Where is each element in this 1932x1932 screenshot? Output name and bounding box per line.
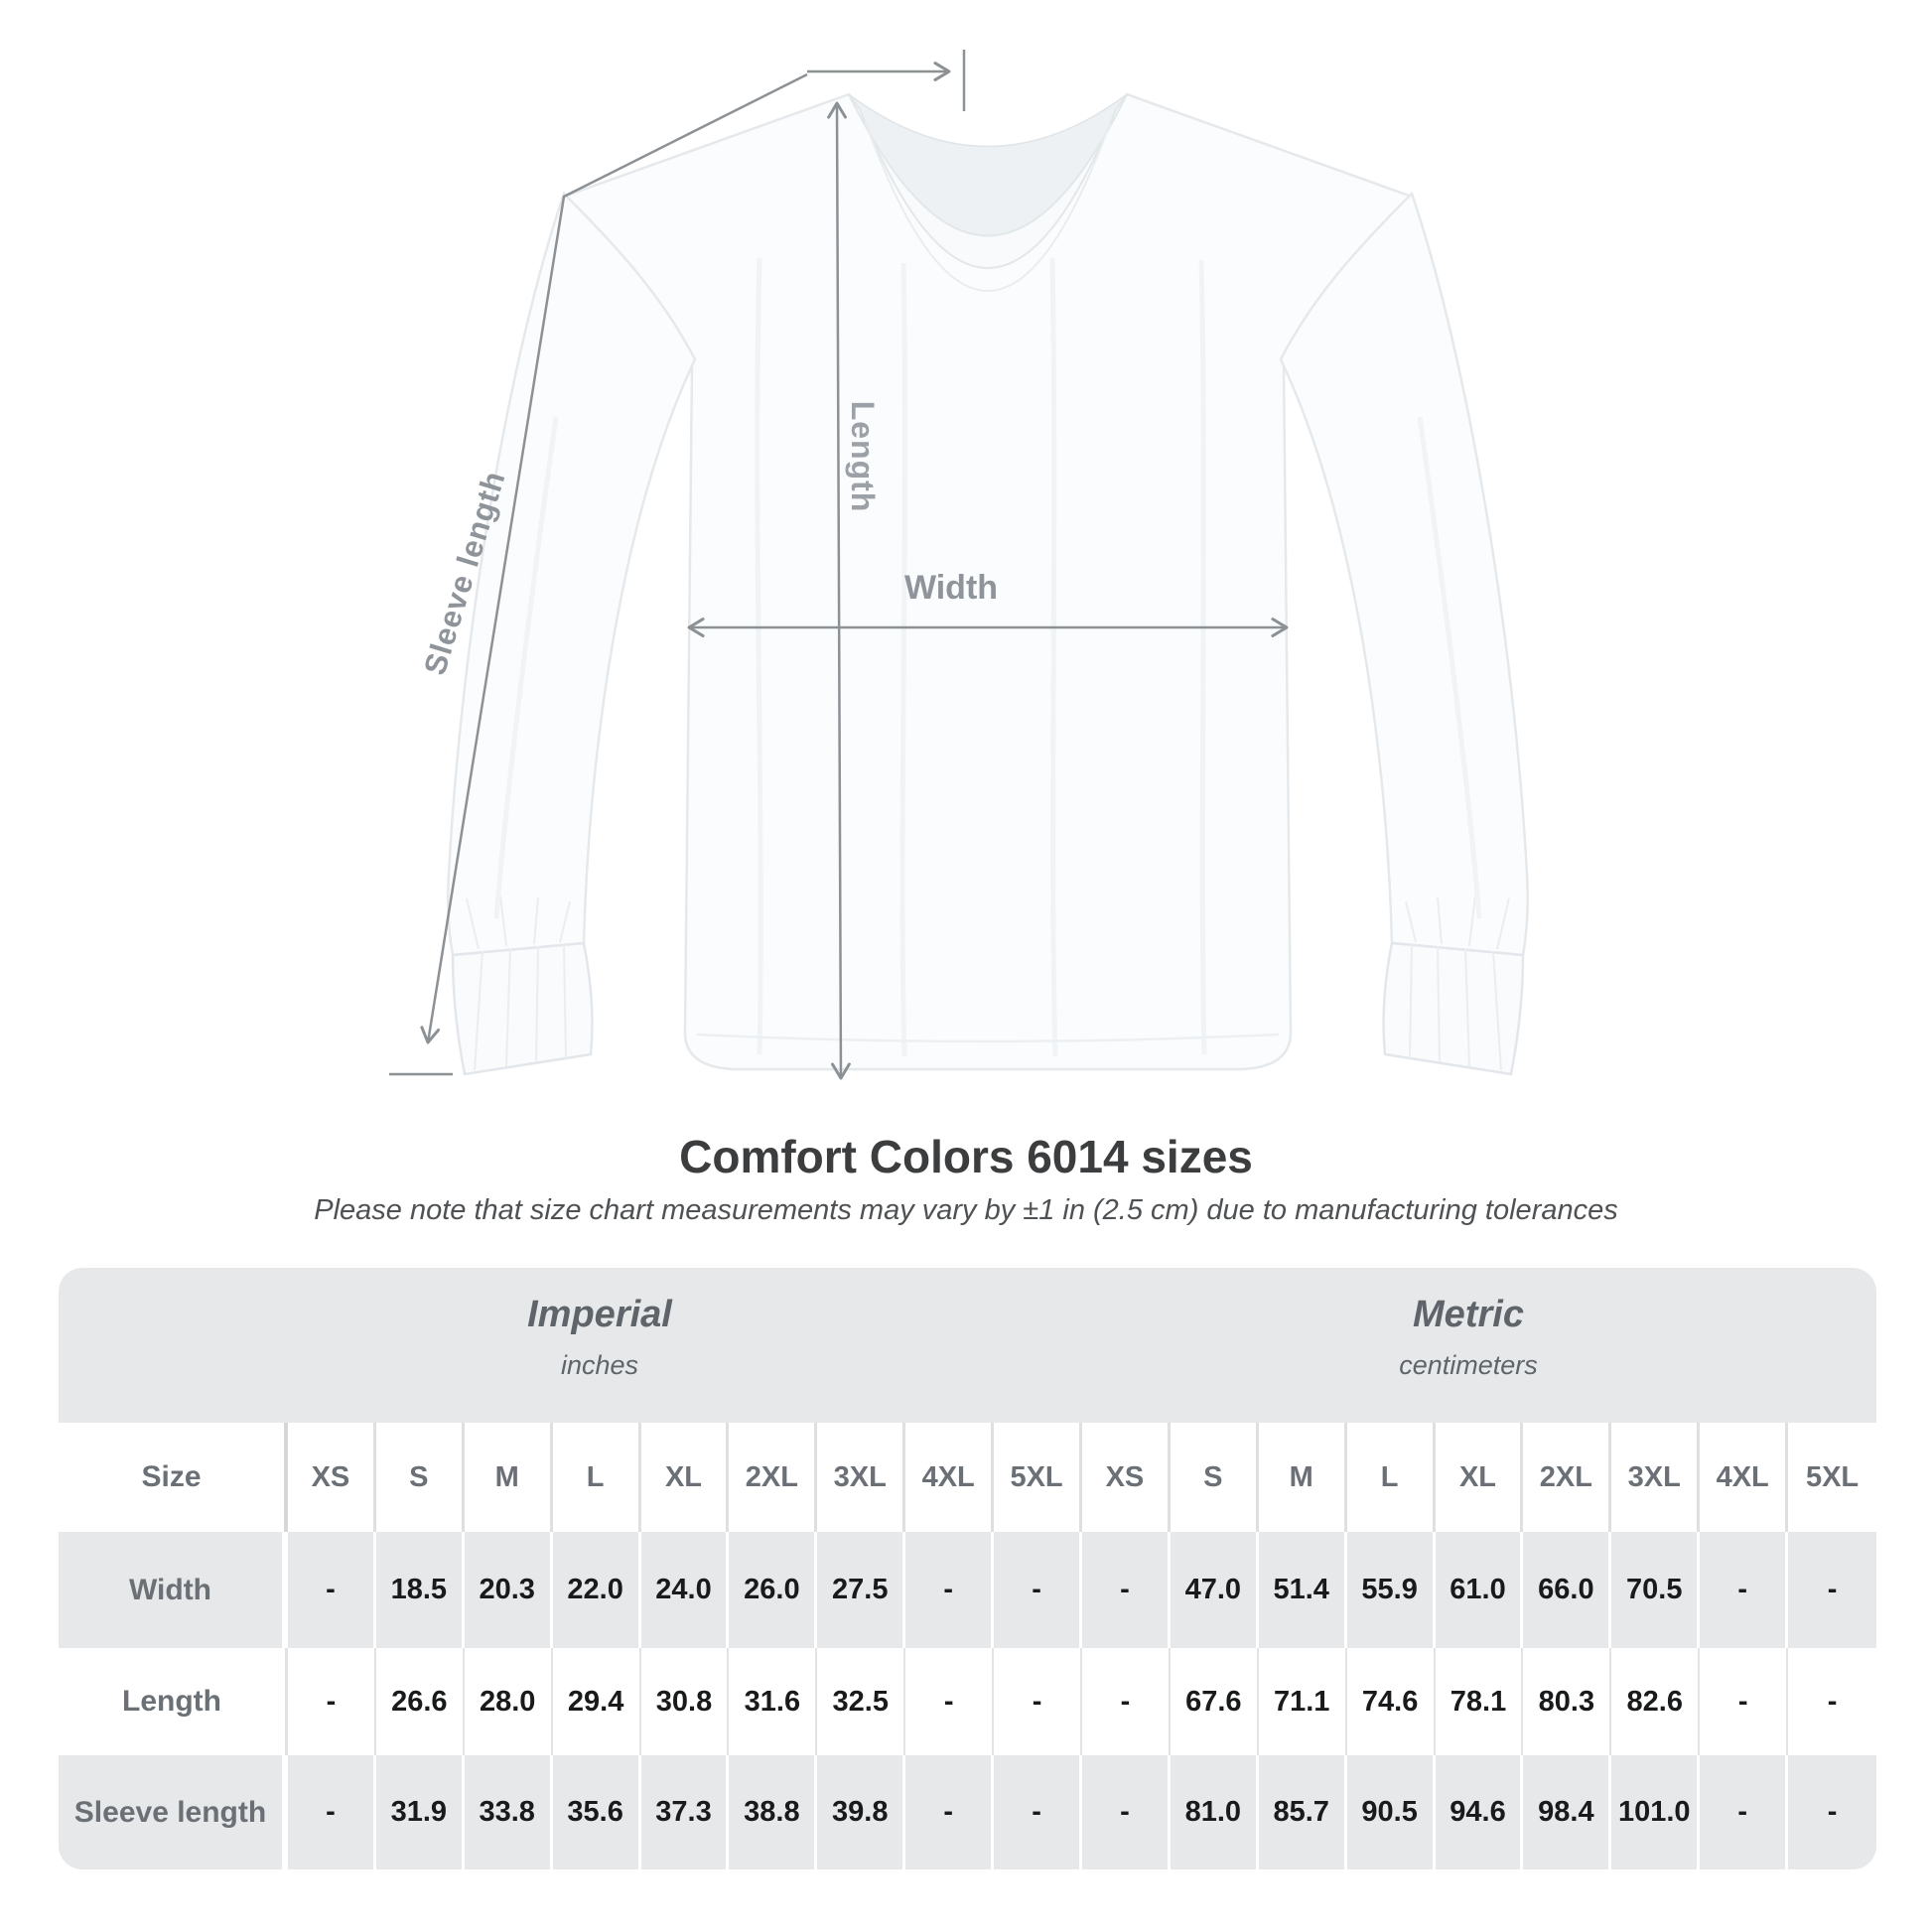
cell-metric: 61.0 bbox=[1436, 1532, 1524, 1648]
size-header-metric-4xl: 4XL bbox=[1700, 1423, 1788, 1532]
cell-metric: 98.4 bbox=[1523, 1755, 1611, 1869]
cell-imperial: - bbox=[994, 1532, 1082, 1648]
size-header-imperial-3xl: 3XL bbox=[817, 1423, 905, 1532]
cell-imperial: 38.8 bbox=[729, 1755, 817, 1869]
cell-imperial: 31.9 bbox=[376, 1755, 465, 1869]
size-column-header: Size bbox=[59, 1423, 288, 1532]
cell-imperial: 20.3 bbox=[465, 1532, 553, 1648]
width-label: Width bbox=[903, 569, 999, 607]
cell-metric: 67.6 bbox=[1171, 1648, 1259, 1755]
row-label: Sleeve length bbox=[59, 1755, 288, 1869]
metric-group-header bbox=[1250, 1294, 1687, 1381]
cell-imperial: - bbox=[288, 1648, 376, 1755]
row-label: Length bbox=[59, 1648, 288, 1755]
size-grid bbox=[59, 1423, 1876, 1869]
size-header-imperial-xl: XL bbox=[641, 1423, 730, 1532]
cell-metric: - bbox=[1082, 1755, 1171, 1869]
size-header-metric-5xl: 5XL bbox=[1788, 1423, 1876, 1532]
cell-metric: - bbox=[1700, 1755, 1788, 1869]
size-header-imperial-4xl: 4XL bbox=[905, 1423, 994, 1532]
cell-metric: - bbox=[1082, 1532, 1171, 1648]
size-table bbox=[59, 1268, 1876, 1869]
size-header-metric-l: L bbox=[1347, 1423, 1436, 1532]
size-header-imperial-xs: XS bbox=[288, 1423, 376, 1532]
cell-metric: - bbox=[1788, 1755, 1876, 1869]
cell-metric: 51.4 bbox=[1259, 1532, 1347, 1648]
cell-imperial: 39.8 bbox=[817, 1755, 905, 1869]
cell-metric: 47.0 bbox=[1171, 1532, 1259, 1648]
cell-metric: 55.9 bbox=[1347, 1532, 1436, 1648]
page-subtitle: Please note that size chart measurements may vary by ±1 in (2.5 cm) due to manufacturing tolerances bbox=[314, 1194, 1618, 1226]
cell-imperial: 29.4 bbox=[553, 1648, 641, 1755]
cell-metric: 94.6 bbox=[1436, 1755, 1524, 1869]
cell-imperial: - bbox=[905, 1532, 994, 1648]
size-header-imperial-2xl: 2XL bbox=[729, 1423, 817, 1532]
cell-imperial: 26.0 bbox=[729, 1532, 817, 1648]
shirt-left-sleeve bbox=[448, 194, 695, 955]
cell-imperial: 37.3 bbox=[641, 1755, 730, 1869]
cell-imperial: - bbox=[905, 1648, 994, 1755]
cell-imperial: 31.6 bbox=[729, 1648, 817, 1755]
size-header-imperial-m: M bbox=[465, 1423, 553, 1532]
cell-metric: 82.6 bbox=[1611, 1648, 1700, 1755]
shirt-right-sleeve bbox=[1281, 194, 1528, 955]
metric-group-name: Metric bbox=[1413, 1294, 1524, 1335]
cell-metric: 71.1 bbox=[1259, 1648, 1347, 1755]
sleeve-length-label: Sleeve length bbox=[417, 467, 512, 679]
cell-metric: 78.1 bbox=[1436, 1648, 1524, 1755]
cell-imperial: 28.0 bbox=[465, 1648, 553, 1755]
cell-imperial: 22.0 bbox=[553, 1532, 641, 1648]
imperial-group-header bbox=[381, 1294, 818, 1381]
cell-imperial: 32.5 bbox=[817, 1648, 905, 1755]
size-header-metric-xl: XL bbox=[1436, 1423, 1524, 1532]
cell-metric: - bbox=[1082, 1648, 1171, 1755]
shirt-left-cuff bbox=[453, 943, 592, 1074]
cell-metric: 66.0 bbox=[1523, 1532, 1611, 1648]
imperial-group-unit: inches bbox=[560, 1350, 639, 1380]
unit-group-band bbox=[59, 1268, 1876, 1423]
cell-metric: - bbox=[1788, 1532, 1876, 1648]
shirt-right-cuff bbox=[1384, 943, 1523, 1074]
metric-group-unit: centimeters bbox=[1399, 1350, 1538, 1380]
cell-metric: 80.3 bbox=[1523, 1648, 1611, 1755]
cell-imperial: 27.5 bbox=[817, 1532, 905, 1648]
size-header-imperial-5xl: 5XL bbox=[994, 1423, 1082, 1532]
row-label: Width bbox=[59, 1532, 288, 1648]
size-header-metric-3xl: 3XL bbox=[1611, 1423, 1700, 1532]
size-header-imperial-s: S bbox=[376, 1423, 465, 1532]
cell-imperial: 18.5 bbox=[376, 1532, 465, 1648]
cell-metric: 74.6 bbox=[1347, 1648, 1436, 1755]
cell-imperial: 35.6 bbox=[553, 1755, 641, 1869]
page-title: Comfort Colors 6014 sizes bbox=[679, 1131, 1253, 1182]
cell-metric: - bbox=[1788, 1648, 1876, 1755]
cell-imperial: - bbox=[905, 1755, 994, 1869]
cell-imperial: 26.6 bbox=[376, 1648, 465, 1755]
cell-imperial: - bbox=[994, 1648, 1082, 1755]
cell-metric: 85.7 bbox=[1259, 1755, 1347, 1869]
size-header-imperial-l: L bbox=[553, 1423, 641, 1532]
cell-metric: 90.5 bbox=[1347, 1755, 1436, 1869]
cell-imperial: - bbox=[288, 1755, 376, 1869]
cell-metric: 101.0 bbox=[1611, 1755, 1700, 1869]
size-header-metric-2xl: 2XL bbox=[1523, 1423, 1611, 1532]
size-header-metric-xs: XS bbox=[1082, 1423, 1171, 1532]
cell-imperial: 24.0 bbox=[641, 1532, 730, 1648]
cell-imperial: - bbox=[288, 1532, 376, 1648]
size-header-metric-s: S bbox=[1171, 1423, 1259, 1532]
cell-imperial: 33.8 bbox=[465, 1755, 553, 1869]
cell-metric: - bbox=[1700, 1532, 1788, 1648]
cell-imperial: - bbox=[994, 1755, 1082, 1869]
length-label: Length bbox=[845, 400, 881, 513]
size-header-metric-m: M bbox=[1259, 1423, 1347, 1532]
cell-imperial: 30.8 bbox=[641, 1648, 730, 1755]
cell-metric: 70.5 bbox=[1611, 1532, 1700, 1648]
cell-metric: - bbox=[1700, 1648, 1788, 1755]
imperial-group-name: Imperial bbox=[527, 1294, 672, 1335]
cell-metric: 81.0 bbox=[1171, 1755, 1259, 1869]
